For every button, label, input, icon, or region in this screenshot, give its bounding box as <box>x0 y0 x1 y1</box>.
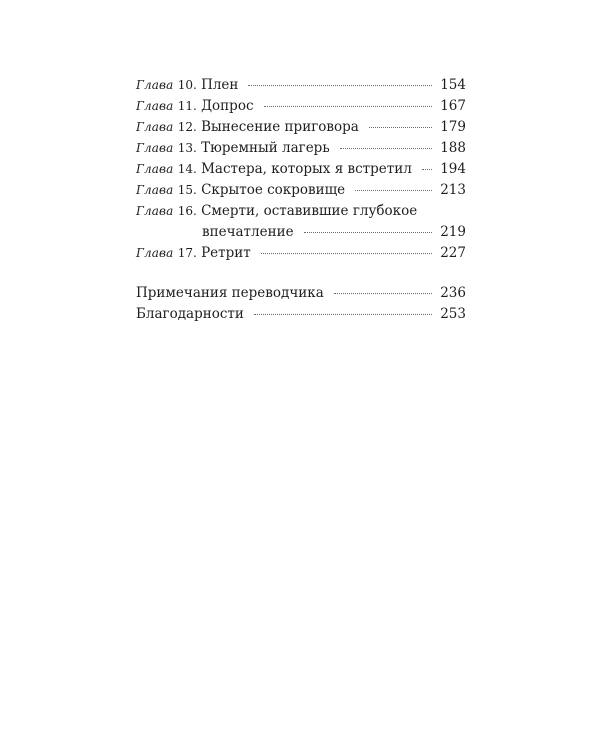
chapter-prefix: Глава <box>136 183 174 197</box>
dot-leader <box>422 169 432 170</box>
chapter-number: 10. <box>177 78 197 92</box>
toc-entry-chapter-16[interactable] <box>136 201 466 243</box>
back-matter-title: Примечания переводчика <box>136 285 324 301</box>
dot-leader <box>340 148 433 149</box>
chapter-number: 15. <box>177 183 197 197</box>
chapter-prefix: Глава <box>136 204 174 218</box>
page-number: 227 <box>440 245 466 261</box>
toc-entry-chapter-17[interactable] <box>136 243 466 264</box>
toc-entry-chapter-15[interactable] <box>136 180 466 201</box>
page-number: 219 <box>440 224 466 240</box>
dot-leader <box>261 253 432 254</box>
toc-entry-chapter-13[interactable] <box>136 138 466 159</box>
page-number: 188 <box>440 140 466 156</box>
page-number: 194 <box>440 161 466 177</box>
page-number: 167 <box>440 98 466 114</box>
chapter-prefix: Глава <box>136 78 174 92</box>
chapter-prefix: Глава <box>136 141 174 155</box>
chapter-title: Плен <box>201 77 239 93</box>
chapter-number: 11. <box>177 99 197 113</box>
chapter-title: Вынесение приговора <box>201 119 359 135</box>
chapter-number: 17. <box>177 246 197 260</box>
chapter-title: Мастера, которых я встретил <box>201 161 412 177</box>
dot-leader <box>264 106 433 107</box>
toc-entry-acknowledgements[interactable] <box>136 304 466 325</box>
toc-entry-chapter-10[interactable] <box>136 75 466 96</box>
chapter-prefix: Глава <box>136 99 174 113</box>
page-number: 213 <box>440 182 466 198</box>
chapter-prefix: Глава <box>136 120 174 134</box>
dot-leader <box>355 190 432 191</box>
chapter-title: Тюремный лагерь <box>201 140 330 156</box>
toc-entry-chapter-14[interactable] <box>136 159 466 180</box>
page-number: 154 <box>440 77 466 93</box>
back-matter-title: Благодарности <box>136 306 244 322</box>
page-number: 179 <box>440 119 466 135</box>
chapter-number: 12. <box>177 120 197 134</box>
dot-leader <box>248 85 432 86</box>
chapter-number: 16. <box>177 204 197 218</box>
table-of-contents <box>136 75 466 325</box>
page-number: 253 <box>440 306 466 322</box>
toc-entry-translator-notes[interactable] <box>136 283 466 304</box>
dot-leader <box>334 293 432 294</box>
toc-entry-chapter-11[interactable] <box>136 96 466 117</box>
chapter-number: 14. <box>177 162 197 176</box>
chapter-prefix: Глава <box>136 162 174 176</box>
chapter-title: Допрос <box>201 98 254 114</box>
chapter-title: Ретрит <box>201 245 251 261</box>
chapter-title: Скрытое сокровище <box>201 182 346 198</box>
dot-leader <box>254 314 432 315</box>
chapter-number: 13. <box>177 141 197 155</box>
toc-entry-chapter-12[interactable] <box>136 117 466 138</box>
dot-leader <box>369 127 432 128</box>
chapter-title: Смерти, оставившие глубокое <box>201 203 418 219</box>
chapter-prefix: Глава <box>136 246 174 260</box>
chapter-title-continuation: впечатление <box>202 224 294 240</box>
page-number: 236 <box>440 285 466 301</box>
dot-leader <box>304 232 433 233</box>
